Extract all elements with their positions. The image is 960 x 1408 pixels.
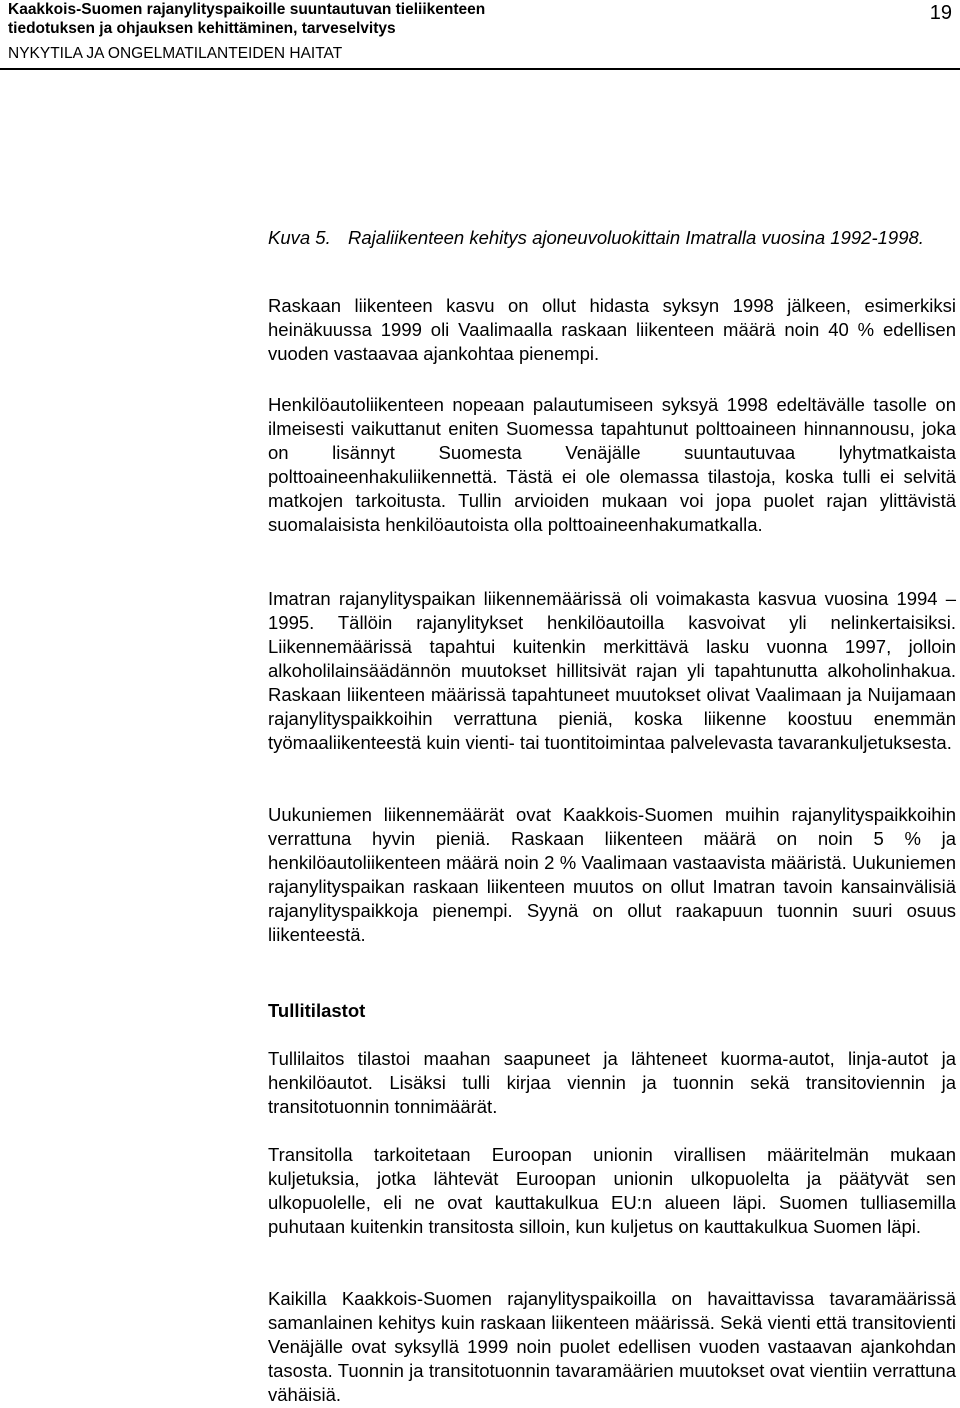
paragraph-goods-volumes: Kaikilla Kaakkois-Suomen rajanylityspaikoilla on havaittavissa tavaramäärissä samanlainen kehitys kuin raskaan liikenteen määrissä. Sekä vienti että transitovienti Venäjälle ovat syksyllä 1999 noin puolet edellisen vuoden vastaavan ajankohdan tasosta. Tuonnin ja transitotuonnin tavaramäärien muutokset ovat vientiin verrattuna vähäisiä.: [268, 1288, 956, 1405]
paragraph-heavy-traffic: Raskaan liikenteen kasvu on ollut hidasta syksyn 1998 jälkeen, esimerkiksi heinäkuussa 1999 oli Vaalimaalla raskaan liikenteen määrä noin 40 % edellisen vuoden vastaavaa ajankohtaa pienempi.: [268, 295, 956, 364]
figure-label: Kuva 5.: [268, 227, 331, 248]
paragraph-imatra: Imatran rajanylityspaikan liikennemäärissä oli voimakasta kasvua vuosina 1994 – 1995. Tällöin rajanylitykset henkilöautoilla kasvoivat yli nelinkertaisiksi. Liikennemäärissä tapahtui kuitenkin merkittävä lasku vuonna 1997, jolloin alkoholilainsäädännön muutokset hillitsivät rajan yli tapahtunutta alkoholinhakua. Raskaan liikenteen määrissä tapahtuneet muutokset olivat Vaalimaan ja Nuijamaan rajanylityspaikkoihin verrattuna pieniä, koska liikenne koostuu enemmän työmaaliikenteestä kuin vienti- tai tuontitoimintaa palvelevasta tavarankuljetuksesta.: [268, 588, 956, 753]
page-number: 19: [929, 2, 952, 24]
figure-caption: [268, 226, 956, 250]
paragraph-customs-statistics: Tullilaitos tilastoi maahan saapuneet ja lähteneet kuorma-autot, linja-autot ja henkilöautot. Lisäksi tulli kirjaa viennin ja tuonnin sekä transitoviennin ja transitotuonnin tonnimäärät.: [268, 1048, 956, 1117]
running-header: [0, 0, 960, 62]
header-chapter: NYKYTILA JA ONGELMATILANTEIDEN HAITAT: [8, 45, 343, 62]
paragraph-uukuniemi: Uukuniemen liikennemäärät ovat Kaakkois-Suomen muihin rajanylityspaikkoihin verrattuna hyvin pieniä. Raskaan liikenteen määrä on noin 5 % ja henkilöautoliikenteen määrä noin 2 % Vaalimaan vastaavista määristä. Uukuniemen rajanylityspaikan raskaan liikenteen muutos on ollut Imatran tavoin kansainvälisiä rajanylityspaikkoja pienempi. Syynä on ollut raakapuun tuonnin suuri osuus liikenteestä.: [268, 804, 956, 945]
header-title-line-1: Kaakkois-Suomen rajanylityspaikoille suuntautuvan tieliikenteen: [8, 1, 486, 18]
header-title-line-2: tiedotuksen ja ohjauksen kehittäminen, tarveselvitys: [8, 20, 396, 37]
figure-caption-text: Rajaliikenteen kehitys ajoneuvoluokittain Imatralla vuosina 1992-1998.: [348, 227, 924, 248]
header-rule: [0, 68, 960, 70]
paragraph-transit-definition: Transitolla tarkoitetaan Euroopan unionin virallisen määritelmän mukaan kuljetuksia, jotka lähtevät Euroopan unionin ulkopuolelta ja päätyvät sen ulkopuolelle, eli ne ovat kauttakulkua EU:n alueen läpi. Suomen tulliasemilla puhutaan kuitenkin transitosta silloin, kun kuljetus on kauttakulkua Suomen läpi.: [268, 1144, 956, 1237]
section-heading: Tullitilastot: [268, 1000, 366, 1021]
paragraph-car-traffic: Henkilöautoliikenteen nopeaan palautumiseen syksyä 1998 edeltävälle tasolle on ilmeisesti vaikuttanut eniten Suomessa tapahtunut polttoaineen hinnannousu, joka on lisännyt Suomesta Venäjälle suuntautuvaa lyhytmatkaista polttoaineenhakuliikennettä. Tästä ei ole olemassa tilastoja, koska tulli ei selvitä matkojen tarkoitusta. Tullin arvioiden mukaan voi jopa puolet rajan ylittävistä suomalaisista henkilöautoista olla polttoaineenhakumatkalla.: [268, 394, 956, 535]
